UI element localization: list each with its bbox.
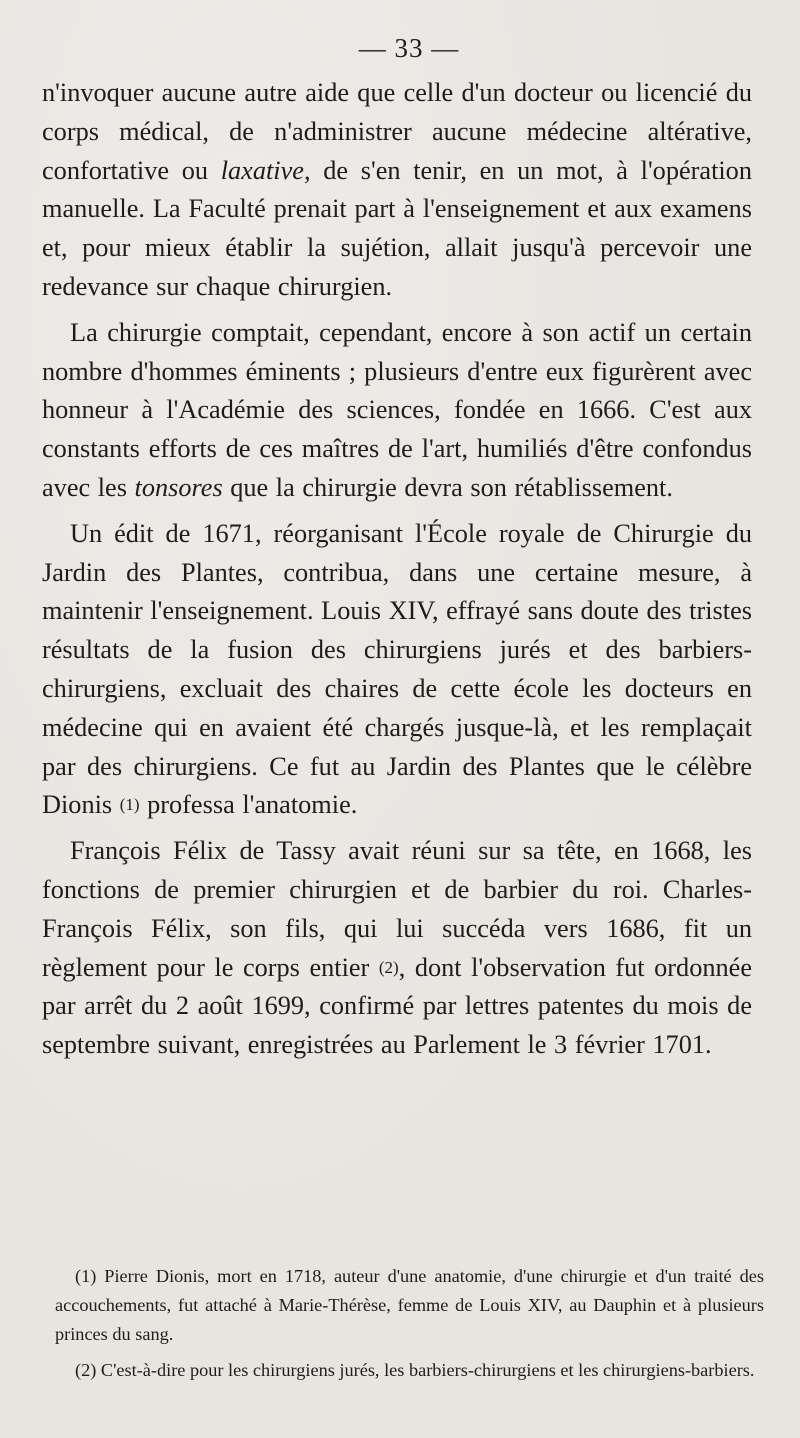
body-text [42,74,752,1065]
paragraph-3 [42,515,752,825]
paragraph-1 [42,74,752,307]
footnote-reference-1: (1) [119,795,140,815]
page-number: — 33 — [358,33,460,63]
paragraph-1-text-a: n'invoquer aucune autre aide que celle d'un docteur ou licencié du corps médical, de n'administrer aucune médecine altérative, confortative ou [42,78,752,185]
footnote-1: (1) Pierre Dionis, mort en 1718, auteur d'une anatomie, d'une chirurgie et d'un traité des accouchements, fut attaché à Marie-Thérèse, femme de Louis XIV, au Dauphin et à plusieurs princes du sang. [55,1266,764,1344]
footnote-2: (2) C'est-à-dire pour les chirurgiens jurés, les barbiers-chirurgiens et les chirurgiens-barbiers. [75,1360,755,1380]
paragraph-1-text-b: de s'en tenir, en un mot, à l'opération manuelle. La Faculté prenait part à l'enseignement et aux examens et, pour mieux établir la sujétion, allait jusqu'à percevoir une redevance sur chaque chirurgien. [42,155,752,301]
footnotes [55,1262,764,1385]
paragraph-2-text-b: que la chirurgie devra son rétablissement. [222,472,673,502]
paragraph-2-text-a: La chirurgie comptait, cependant, encore à son actif un certain nombre d'hommes éminents ; plusieurs d'entre eux figurèrent avec honneur à l'Académie des sciences, fondée en 1666. C'est aux constants efforts de ces maîtres de l'art, humiliés d'être confondus avec les [42,317,752,502]
paragraph-4-text-b: , dont l'observation fut ordonnée par arrêt du 2 août 1699, confirmé par lettres patentes du mois de septembre suivant, enregistrées au Parlement le 3 février 1701. [42,952,752,1060]
footnote-reference-2: (2) [378,957,399,977]
paragraph-3-text-a: Un édit de 1671, réorganisant l'École royale de Chirurgie du Jardin des Plantes, contribua, dans une certaine mesure, à maintenir l'enseignement. Louis XIV, effrayé sans doute des tristes résultats de la fusion des chirurgiens jurés et des barbiers-chirurgiens, excluait des chaires de cette école les docteurs en médecine qui en avaient été chargés jusque-là, et les remplaçait par des chirurgiens. Ce fut au Jardin des Plantes que le célèbre Dionis [42,518,752,820]
paragraph-3-text-b: professa l'anatomie. [139,790,358,820]
italic-term-laxative: laxative, [220,155,311,185]
paragraph-4-text-a: François Félix de Tassy avait réuni sur sa tête, en 1668, les fonctions de premier chirurgien et de barbier du roi. Charles-François Félix, son fils, qui lui succéda vers 1686, fit un règlement pour le corps entier [42,836,752,982]
paragraph-2 [42,314,752,508]
italic-term-tonsores: tonsores [134,472,223,502]
paragraph-4 [42,832,752,1065]
